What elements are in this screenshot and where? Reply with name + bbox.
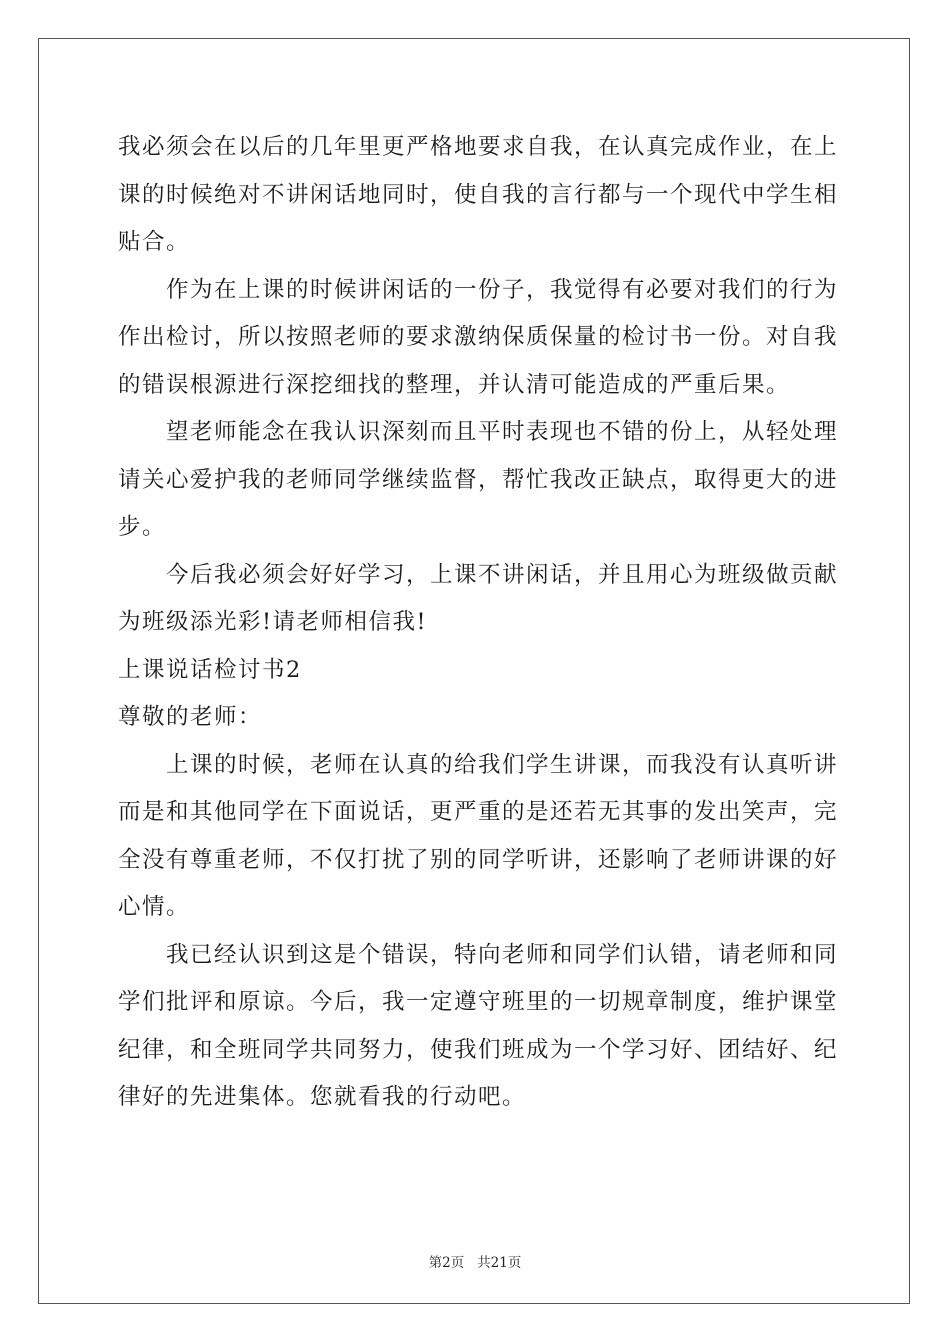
paragraph-line: 请关心爱护我的老师同学继续监督，帮忙我改正缺点，取得更大的进 <box>118 466 839 493</box>
page-footer <box>0 1251 950 1271</box>
paragraph-line: 学们批评和原谅。今后，我一定遵守班里的一切规章制度，维护课堂 <box>118 989 839 1015</box>
document-body <box>118 124 839 1122</box>
paragraph-line: 律好的先进集体。您就看我的行动吧。 <box>118 1084 527 1110</box>
paragraph-line: 我必须会在以后的几年里更严格地要求自我，在认真完成作业，在上 <box>118 134 839 160</box>
paragraph-line: 的错误根源进行深挖细找的整理，并认清可能造成的严重后果。 <box>118 371 791 398</box>
paragraph <box>118 742 839 932</box>
paragraph-line: 而是和其他同学在下面说话，更严重的是还若无其事的发出笑声，完 <box>118 799 839 825</box>
paragraph <box>118 409 839 552</box>
paragraph-line: 今后我必须会好好学习，上课不讲闲话，并且用心为班级做贡献 <box>166 561 839 588</box>
paragraph-line: 上课的时候，老师在认真的给我们学生讲课，而我没有认真听讲 <box>166 751 839 778</box>
page-number: 第2页 <box>428 1255 465 1271</box>
paragraph-line: 步。 <box>118 514 167 540</box>
paragraph-line: 作为在上课的时候讲闲话的一份子，我觉得有必要对我们的行为 <box>166 276 839 303</box>
paragraph <box>118 932 839 1122</box>
paragraphs-part-1 <box>118 124 839 647</box>
paragraph-line: 望老师能念在我认识深刻而且平时表现也不错的份上，从轻处理 <box>166 419 839 445</box>
paragraph-line: 心情。 <box>118 894 191 920</box>
paragraph <box>118 124 839 267</box>
page-total: 共21页 <box>477 1255 522 1271</box>
paragraph-line: 为班级添光彩!请老师相信我! <box>118 609 428 635</box>
paragraph-line: 贴合。 <box>118 229 191 255</box>
paragraph <box>118 552 839 647</box>
paragraph <box>118 267 839 410</box>
paragraph-line: 全没有尊重老师，不仅打扰了别的同学听讲，还影响了老师讲课的好 <box>118 846 839 873</box>
paragraph-line: 作出检讨，所以按照老师的要求激纳保质保量的检讨书一份。对自我 <box>118 324 839 350</box>
paragraphs-part-2 <box>118 742 839 1122</box>
paragraph-line: 课的时候绝对不讲闲话地同时，使自我的言行都与一个现代中学生相 <box>118 181 839 208</box>
paragraph-line: 我已经认识到这是个错误，特向老师和同学们认错，请老师和同 <box>166 941 839 968</box>
salutation: 尊敬的老师： <box>118 704 263 730</box>
section-heading: 上课说话检讨书2 <box>118 656 302 683</box>
paragraph-line: 纪律，和全班同学共同努力，使我们班成为一个学习好、团结好、纪 <box>118 1036 839 1063</box>
